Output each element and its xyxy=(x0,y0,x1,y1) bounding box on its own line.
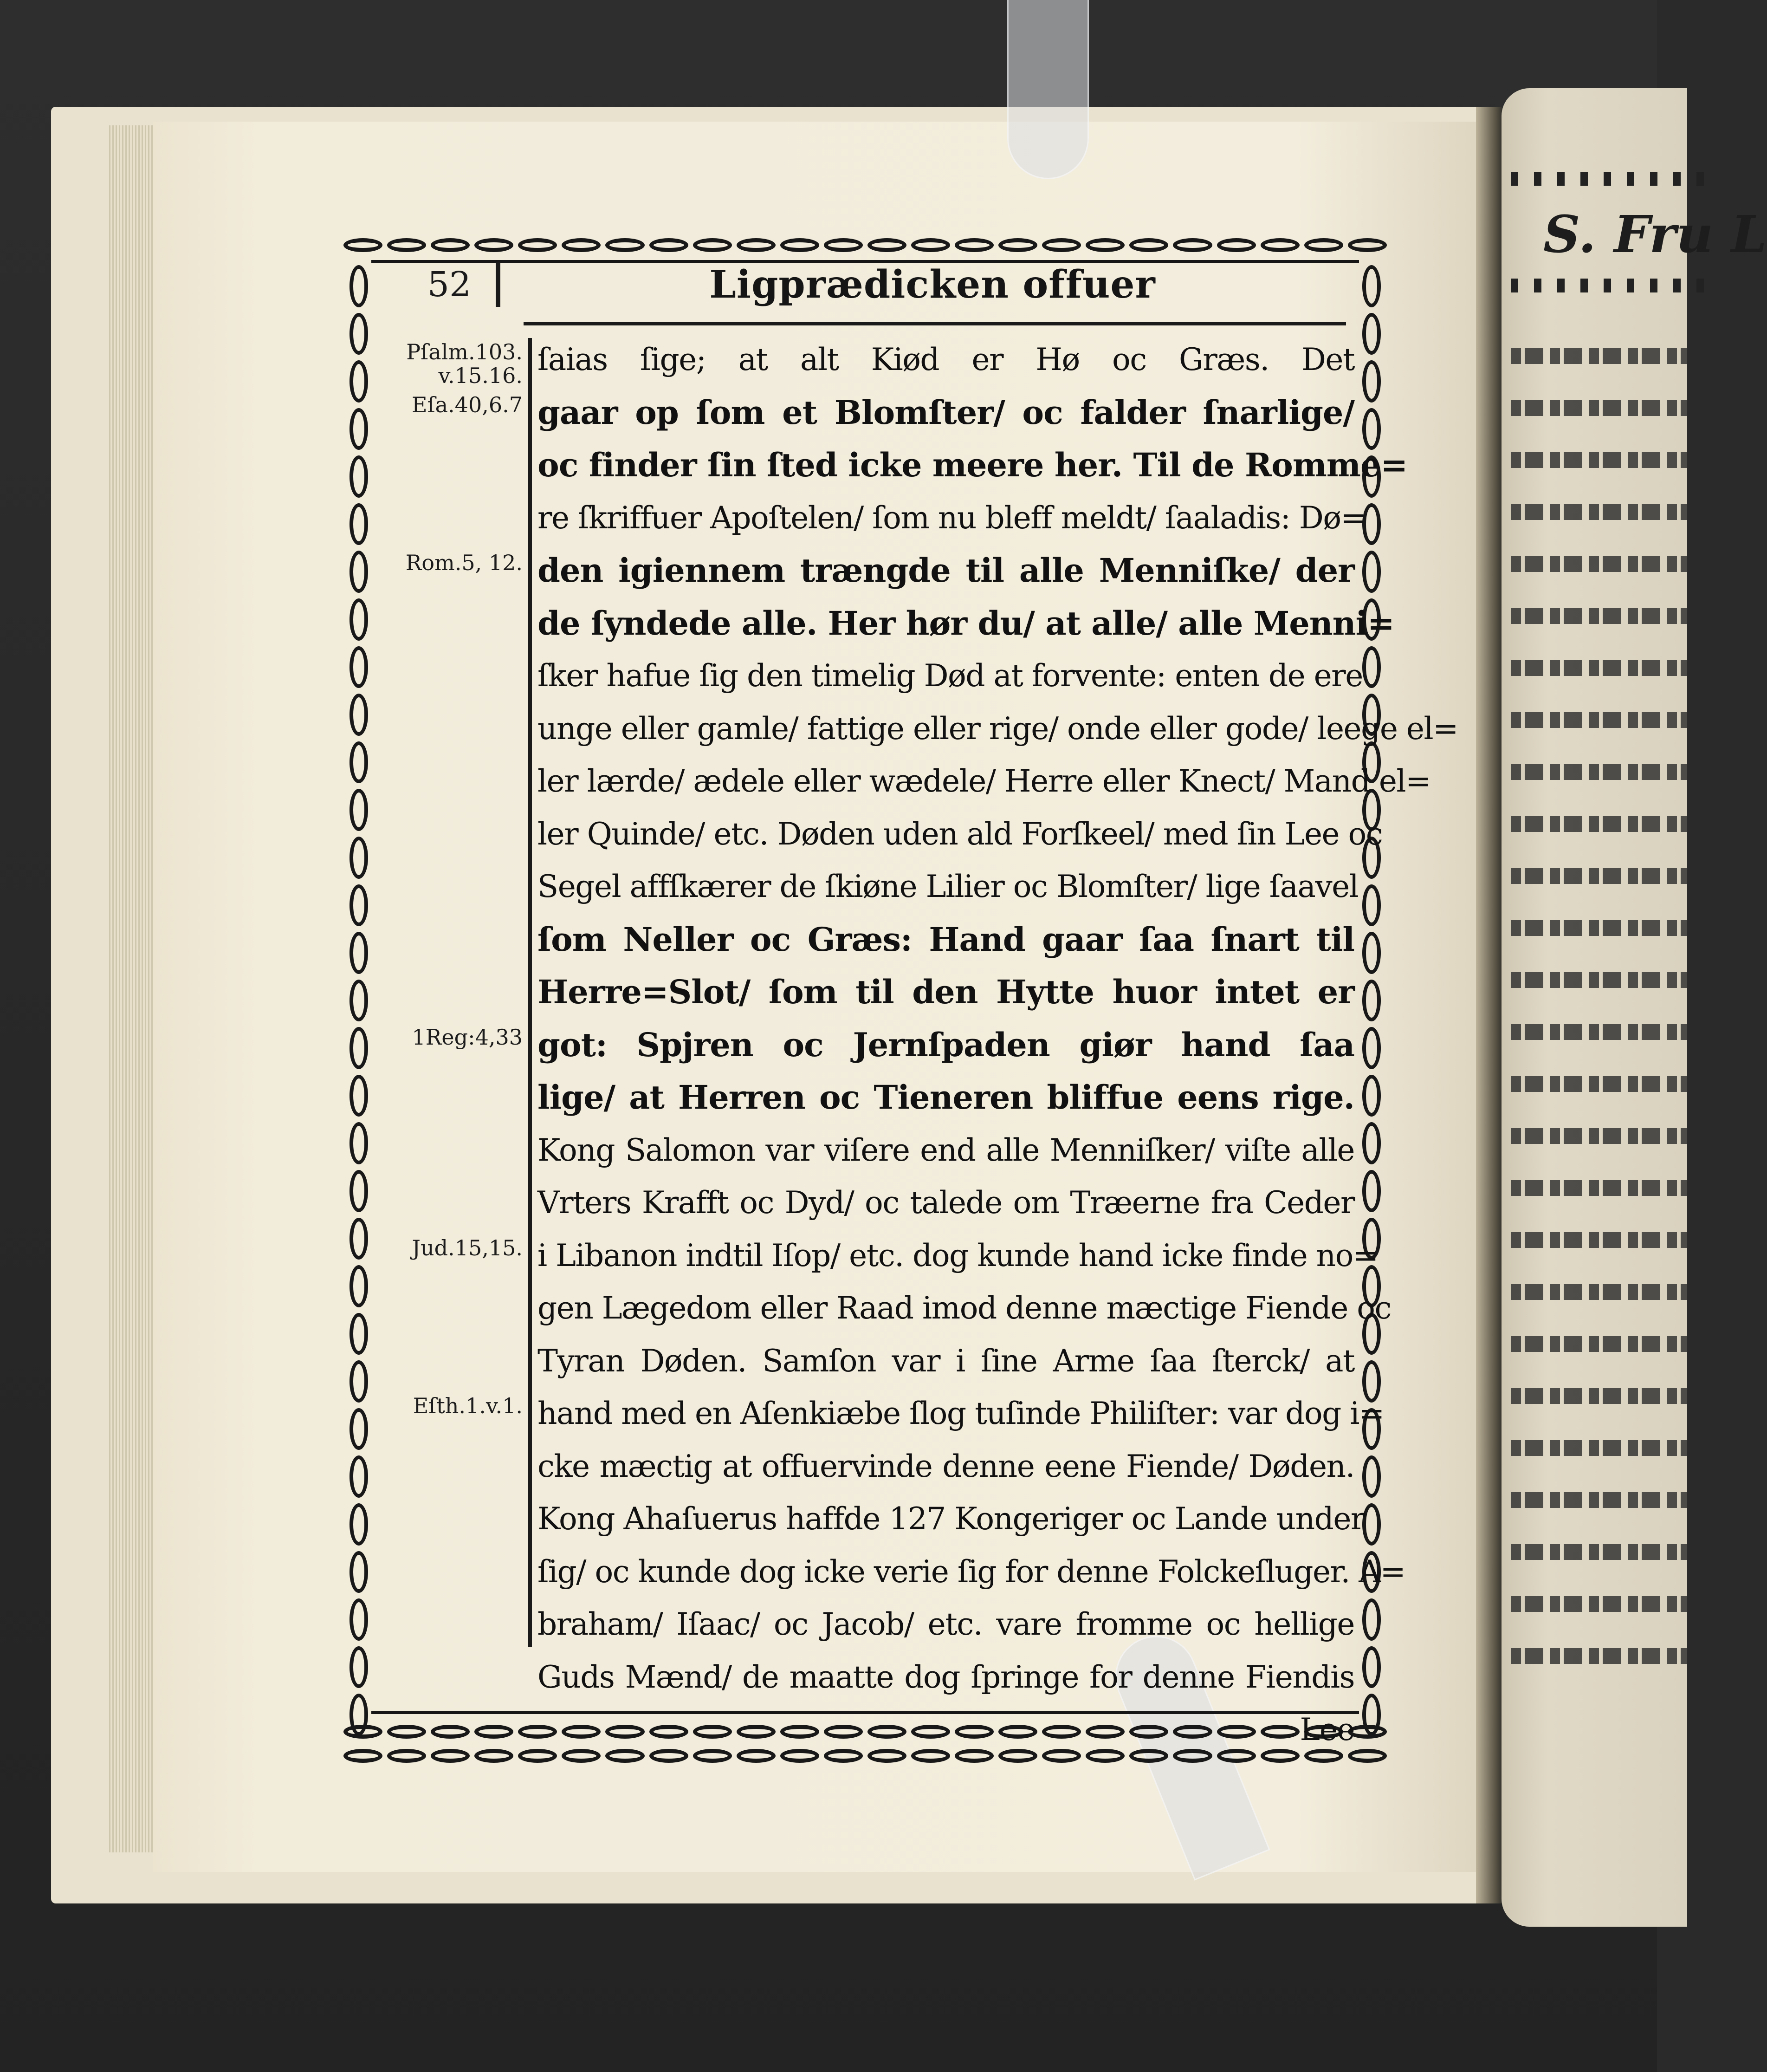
column-rule xyxy=(528,338,532,1647)
border-ornament-link xyxy=(1362,1027,1381,1069)
text-line xyxy=(537,1493,1365,1546)
text-line xyxy=(537,1176,1354,1229)
border-ornament-link xyxy=(350,1075,368,1117)
border-ornament-link xyxy=(350,1122,368,1164)
border-ornament-link xyxy=(1304,238,1343,252)
facing-page-border xyxy=(1511,172,1706,186)
border-ornament-link xyxy=(693,238,732,252)
text-line-content: oc finder ſin ſted icke meere her. Til de Romme= xyxy=(537,446,1408,485)
border-ornament-link xyxy=(350,265,368,307)
text-line xyxy=(537,966,1354,1019)
border-ornament-link xyxy=(1173,238,1212,252)
facing-page-text-line xyxy=(1511,1596,1687,1612)
border-ornament-link xyxy=(474,1725,513,1739)
text-line xyxy=(537,1335,1354,1388)
border-ornament-link xyxy=(1362,265,1381,307)
facing-page-text-line xyxy=(1511,1128,1687,1144)
text-line-content: cke mæctig at offuervinde denne eene Fiende/ Døden. xyxy=(537,1448,1354,1484)
facing-page-text-line xyxy=(1511,712,1687,728)
border-ornament-link xyxy=(1261,238,1300,252)
margin-reference: Eſth.1.v.1. xyxy=(413,1393,523,1418)
border-ornament-link xyxy=(518,238,557,252)
facing-page-text-line xyxy=(1511,1388,1687,1404)
border-ornament-link xyxy=(350,1503,368,1546)
text-line-content: ler Quinde/ etc. Døden uden ald Forſkeel/ med ſin Lee oc xyxy=(537,816,1383,852)
border-ornament-link xyxy=(343,1749,382,1763)
header-separator xyxy=(496,262,500,307)
border-ornament-link xyxy=(350,837,368,879)
border-ornament-link xyxy=(350,1598,368,1641)
margin-reference: Rom.5, 12. xyxy=(405,550,523,575)
border-ornament-link xyxy=(911,238,950,252)
border-ornament-link xyxy=(350,789,368,831)
body-text xyxy=(537,333,1458,1756)
text-line-content: braham/ Iſaac/ oc Jacob/ etc. vare fromme oc hellige xyxy=(537,1606,1354,1643)
page-number: 52 xyxy=(427,265,472,305)
text-line xyxy=(537,808,1383,861)
facing-page-text-line xyxy=(1511,1440,1687,1456)
text-line xyxy=(537,544,1354,597)
text-line xyxy=(537,1019,1354,1072)
border-ornament-link xyxy=(350,1646,368,1689)
border-ornament-link xyxy=(350,1170,368,1212)
page-clip-top xyxy=(1007,0,1089,179)
facing-page-text-line xyxy=(1511,1076,1687,1092)
border-ornament-link xyxy=(350,694,368,736)
text-line xyxy=(537,1071,1354,1124)
border-ornament-link xyxy=(350,1313,368,1355)
text-line xyxy=(537,1546,1405,1598)
margin-reference: 1Reg:4,33 xyxy=(412,1024,523,1050)
text-line xyxy=(537,386,1354,439)
facing-page-text-line xyxy=(1511,1180,1687,1196)
border-ornament-link xyxy=(1362,1455,1381,1498)
header-rule xyxy=(524,322,1346,325)
border-ornament-link xyxy=(350,1360,368,1403)
running-title: Ligprædicken offuer xyxy=(709,262,1156,307)
border-ornament-link xyxy=(1042,238,1081,252)
text-line-content: Herre=Slot/ ſom til den Hytte huor intet er xyxy=(537,973,1354,1012)
facing-page-text-line xyxy=(1511,764,1687,780)
facing-page-running-title: S. Fru L xyxy=(1543,204,1767,264)
facing-page-rule xyxy=(1511,279,1706,292)
border-ornament-link xyxy=(350,884,368,927)
text-line-content: Guds Mænd/ de maatte dog ſpringe for denne Fiendis xyxy=(537,1659,1354,1695)
border-ornament-link xyxy=(1362,1503,1381,1546)
border-ornament-link xyxy=(350,741,368,784)
text-line-content: gen Lægedom eller Raad imod denne mæctige Fiende oc xyxy=(537,1290,1391,1326)
border-ornament-link xyxy=(350,551,368,593)
facing-page-text-line xyxy=(1511,452,1687,468)
text-line xyxy=(537,492,1366,545)
border-ornament-link xyxy=(955,238,994,252)
border-ornament-link xyxy=(350,1027,368,1069)
border-ornament-link xyxy=(350,1551,368,1593)
border-ornament-link xyxy=(350,1455,368,1498)
border-ornament-link xyxy=(998,238,1037,252)
text-line-content: ſig/ oc kunde dog icke verie ſig for denne Folckeſluger. A= xyxy=(537,1553,1405,1590)
text-line-content: lige/ at Herren oc Tieneren bliffue eens rige. xyxy=(537,1078,1354,1117)
margin-reference: Eſa.40,6.7 xyxy=(412,392,523,417)
border-ornament-link xyxy=(1362,1646,1381,1689)
text-line-content: Vrters Krafft oc Dyd/ oc talede om Træerne fra Ceder xyxy=(537,1185,1354,1221)
book-gutter xyxy=(1476,107,1504,1903)
border-ornament-link xyxy=(1362,408,1381,450)
border-ornament-link xyxy=(1362,1598,1381,1641)
border-left xyxy=(343,264,375,1737)
text-line-content: gaar op ſom et Blomſter/ oc falder ſnarlige/ xyxy=(537,393,1354,432)
text-line xyxy=(537,333,1354,386)
facing-page-text-line xyxy=(1511,504,1687,520)
text-line xyxy=(537,439,1408,492)
border-ornament-link xyxy=(562,238,601,252)
text-line-content: unge eller gamle/ fattige eller rige/ onde eller gode/ leege el= xyxy=(537,710,1458,747)
facing-page-text-line xyxy=(1511,1284,1687,1300)
text-line xyxy=(537,650,1363,702)
border-ornament-link xyxy=(343,238,382,252)
text-line-content: den igiennem trængde til alle Menniſke/ der xyxy=(537,551,1354,590)
text-line-content: i Libanon indtil Iſop/ etc. dog kunde hand icke finde no= xyxy=(537,1237,1378,1273)
border-ornament-link xyxy=(431,238,470,252)
text-line xyxy=(537,1703,1354,1756)
margin-reference: Pſalm.103. xyxy=(406,339,523,364)
text-line xyxy=(537,860,1359,913)
border-ornament-link xyxy=(1129,238,1168,252)
margin-reference: Jud.15,15. xyxy=(412,1235,523,1260)
border-ornament-link xyxy=(605,238,644,252)
text-line xyxy=(537,1598,1354,1651)
text-line xyxy=(537,1387,1384,1440)
facing-page-text-line xyxy=(1511,400,1687,416)
facing-page-text-line xyxy=(1511,608,1687,624)
text-line-content: de ſyndede alle. Her hør du/ at alle/ alle Menni= xyxy=(537,604,1394,643)
text-line xyxy=(537,1124,1354,1177)
text-line xyxy=(537,1440,1354,1493)
facing-page-text-line xyxy=(1511,348,1687,364)
page-edges xyxy=(109,125,160,1852)
border-ornament-link xyxy=(350,646,368,689)
text-line-content: Kong Salomon var viſere end alle Menniſker/ viſte alle xyxy=(537,1132,1354,1168)
text-line-content: ſaias ſige; at alt Kiød er Hø oc Græs. Det xyxy=(537,342,1354,378)
facing-page-text-line xyxy=(1511,816,1687,832)
border-ornament-link xyxy=(1362,1075,1381,1117)
facing-page-text-line xyxy=(1511,660,1687,676)
border-ornament-link xyxy=(350,932,368,974)
facing-page-text-line xyxy=(1511,1232,1687,1248)
text-line-content: ſker hafue ſig den timelig Død at forvente: enten de ere xyxy=(537,658,1363,694)
facing-page-text-line xyxy=(1511,1024,1687,1040)
facing-page-text-line xyxy=(1511,920,1687,936)
border-ornament-link xyxy=(1362,551,1381,593)
border-ornament-link xyxy=(350,980,368,1022)
text-line-content: hand med en Aſenkiæbe ſlog tuſinde Philiſter: var dog i= xyxy=(537,1396,1384,1432)
border-ornament-link xyxy=(780,238,819,252)
text-line-content: ſom Neller oc Græs: Hand gaar ſaa ſnart til xyxy=(537,920,1354,959)
border-ornament-link xyxy=(1362,1170,1381,1212)
border-ornament-link xyxy=(1362,1122,1381,1164)
border-ornament-link xyxy=(431,1749,470,1763)
border-ornament-link xyxy=(1362,1694,1381,1736)
text-line-content: ler lærde/ ædele eller wædele/ Herre eller Knect/ Mand el= xyxy=(537,763,1430,799)
border-ornament-link xyxy=(350,598,368,641)
border-ornament-link xyxy=(350,1694,368,1736)
border-ornament-link xyxy=(737,238,776,252)
facing-page-text-line xyxy=(1511,1336,1687,1352)
text-line xyxy=(537,913,1354,966)
text-line xyxy=(537,755,1430,808)
text-line xyxy=(537,1282,1391,1335)
text-line xyxy=(537,1229,1378,1282)
border-top xyxy=(343,231,1388,259)
border-ornament-link xyxy=(1086,238,1125,252)
border-ornament-link xyxy=(431,1725,470,1739)
border-ornament-link xyxy=(387,1749,426,1763)
facing-page-text-line xyxy=(1511,1492,1687,1508)
border-ornament-link xyxy=(1362,360,1381,403)
border-ornament-link xyxy=(1362,980,1381,1022)
text-line-content: Lee xyxy=(1300,1712,1354,1748)
border-ornament-link xyxy=(474,238,513,252)
border-ornament-link xyxy=(387,1725,426,1739)
border-ornament-link xyxy=(350,503,368,546)
facing-page-text-line xyxy=(1511,1648,1687,1664)
text-line-content: Kong Ahaſuerus haffde 127 Kongeriger oc Lande under xyxy=(537,1501,1365,1537)
border-ornament-link xyxy=(350,1408,368,1450)
text-line-content: Segel affſkærer de ſkiøne Lilier oc Blomſter/ lige ſaavel xyxy=(537,869,1359,905)
border-ornament-link xyxy=(387,238,426,252)
border-ornament-link xyxy=(1362,932,1381,974)
border-ornament-link xyxy=(1362,313,1381,355)
border-ornament-link xyxy=(474,1749,513,1763)
border-ornament-link xyxy=(350,313,368,355)
margin-reference: v.15.16. xyxy=(438,363,523,389)
border-ornament-link xyxy=(1217,238,1256,252)
facing-page xyxy=(1502,88,1767,1927)
border-ornament-link xyxy=(1348,238,1387,252)
border-ornament-link xyxy=(824,238,863,252)
page-header xyxy=(403,259,1346,310)
border-ornament-link xyxy=(350,1218,368,1260)
border-ornament-link xyxy=(649,238,688,252)
text-line-content: Tyran Døden. Samſon var i ſine Arme ſaa ſterck/ at xyxy=(537,1343,1354,1379)
border-ornament-link xyxy=(350,408,368,450)
woodcut-border-frame xyxy=(343,231,1458,1770)
text-line-content: re ſkriffuer Apoſtelen/ ſom nu bleff meldt/ ſaaladis: Dø= xyxy=(537,500,1366,536)
border-ornament-link xyxy=(867,238,906,252)
facing-page-text-line xyxy=(1511,868,1687,884)
border-ornament-link xyxy=(350,1265,368,1307)
text-line xyxy=(537,702,1458,755)
facing-page-text-line xyxy=(1511,1544,1687,1560)
text-line xyxy=(537,597,1394,650)
text-line-content: got: Spjren oc Jernſpaden giør hand ſaa xyxy=(537,1025,1354,1064)
text-line xyxy=(537,1651,1354,1704)
facing-page-text-line xyxy=(1511,972,1687,988)
border-ornament-link xyxy=(1362,646,1381,689)
border-ornament-link xyxy=(1362,884,1381,927)
border-ornament-link xyxy=(350,455,368,498)
facing-page-text-line xyxy=(1511,556,1687,572)
border-ornament-link xyxy=(350,360,368,403)
